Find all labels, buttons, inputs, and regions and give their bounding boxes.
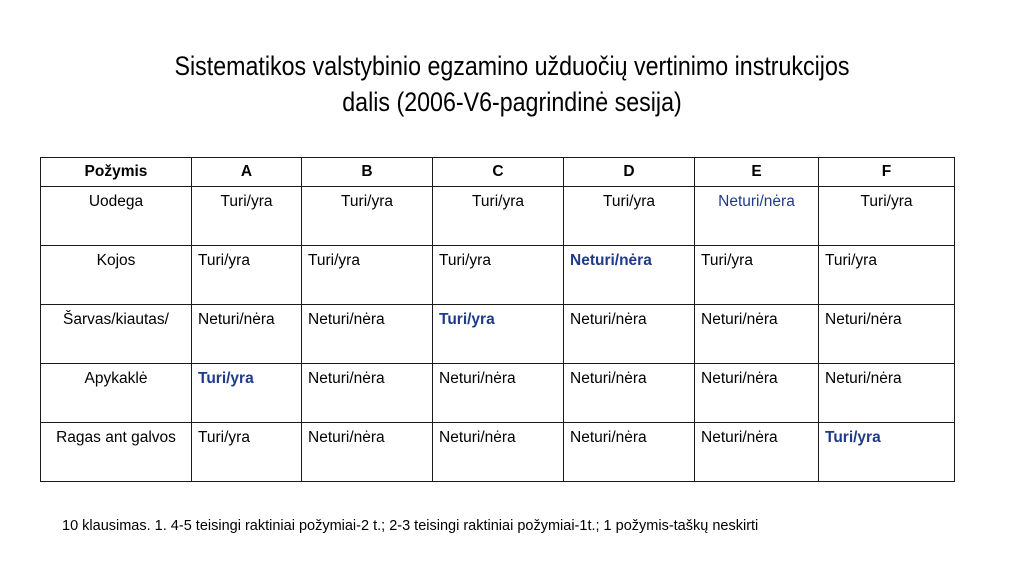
table-cell: Neturi/nėra	[564, 364, 695, 423]
header-c: C	[433, 158, 564, 187]
row-label: Uodega	[41, 187, 192, 246]
table-cell: Turi/yra	[819, 187, 955, 246]
traits-table	[40, 157, 955, 482]
table-cell-highlighted: Turi/yra	[433, 305, 564, 364]
row-label: Kojos	[41, 246, 192, 305]
table-cell: Turi/yra	[695, 246, 819, 305]
header-e: E	[695, 158, 819, 187]
page-title	[72, 48, 953, 120]
header-b: B	[302, 158, 433, 187]
table-cell: Turi/yra	[564, 187, 695, 246]
table-cell: Neturi/nėra	[695, 364, 819, 423]
table-cell: Turi/yra	[302, 246, 433, 305]
table-cell: Neturi/nėra	[302, 423, 433, 482]
table-cell-highlighted: Neturi/nėra	[564, 246, 695, 305]
table-cell: Neturi/nėra	[819, 305, 955, 364]
table-header-row	[41, 158, 955, 187]
table-cell: Neturi/nėra	[192, 305, 302, 364]
table-row	[41, 364, 955, 423]
table-cell: Neturi/nėra	[433, 423, 564, 482]
table-cell-highlighted: Turi/yra	[819, 423, 955, 482]
table-cell: Turi/yra	[433, 187, 564, 246]
table-cell: Neturi/nėra	[302, 305, 433, 364]
row-label: Ragas ant galvos	[41, 423, 192, 482]
table-cell: Neturi/nėra	[433, 364, 564, 423]
header-d: D	[564, 158, 695, 187]
table-cell-highlighted: Turi/yra	[192, 364, 302, 423]
table-cell: Neturi/nėra	[695, 305, 819, 364]
footnote: 10 klausimas. 1. 4-5 teisingi raktiniai požymiai-2 t.; 2-3 teisingi raktiniai požymiai-1t.; 1 požymis-taškų neskirti	[62, 518, 759, 534]
table-row	[41, 305, 955, 364]
table-cell: Neturi/nėra	[302, 364, 433, 423]
table-cell: Neturi/nėra	[819, 364, 955, 423]
page-title-line-1: Sistematikos valstybinio egzamino užduočių vertinimo instrukcijos	[174, 51, 850, 81]
table-cell: Neturi/nėra	[564, 423, 695, 482]
header-a: A	[192, 158, 302, 187]
table-cell-highlighted: Neturi/nėra	[695, 187, 819, 246]
table-cell: Turi/yra	[192, 187, 302, 246]
table-cell: Neturi/nėra	[564, 305, 695, 364]
row-label: Apykaklė	[41, 364, 192, 423]
row-label: Šarvas/kiautas/	[41, 305, 192, 364]
table-cell: Turi/yra	[192, 423, 302, 482]
page-title-line-2: dalis (2006-V6-pagrindinė sesija)	[342, 87, 682, 117]
table-cell: Turi/yra	[192, 246, 302, 305]
table-row	[41, 187, 955, 246]
table-row	[41, 423, 955, 482]
table-cell: Turi/yra	[302, 187, 433, 246]
table-row	[41, 246, 955, 305]
table-cell: Turi/yra	[433, 246, 564, 305]
header-pozymis: Požymis	[41, 158, 192, 187]
table-cell: Turi/yra	[819, 246, 955, 305]
header-f: F	[819, 158, 955, 187]
table-cell: Neturi/nėra	[695, 423, 819, 482]
